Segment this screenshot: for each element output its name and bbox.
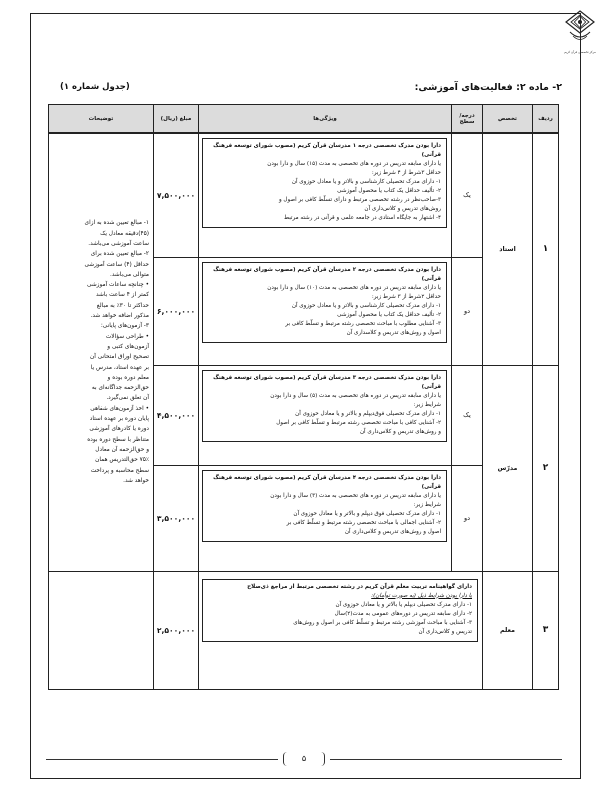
degree-cell: دو	[452, 257, 483, 365]
notes-line: حداقل (۴) ساعت آموزشی	[84, 261, 149, 268]
page-footer	[46, 752, 562, 766]
notes-line: آزمون‌های کتبی و	[107, 343, 149, 350]
logo	[564, 10, 596, 54]
features-box	[202, 138, 447, 228]
features-line: ۱- دارای مدرک تحصیلی کارشناسی و بالاتر و یا معادل حوزوی آن	[291, 302, 441, 309]
header-notes: توضیحات	[49, 105, 154, 134]
section-header	[60, 79, 562, 95]
amount-cell: ۳,۵۰۰,۰۰۰	[154, 465, 199, 571]
features-line: ۱- دارای مدرک تحصیلی کارشناسی و بالاتر و یا معادل حوزوی آن	[291, 179, 441, 185]
notes-line: کمتر از ۴ ساعت باشد	[95, 292, 149, 299]
notes-line: ۲- مبالغ تعیین شده برای	[90, 251, 149, 258]
features-line: یا دارای سابقه تدریس در دوره های تخصصی به مدت (۵) سال و دارا بودن	[270, 392, 441, 399]
features-box	[202, 579, 478, 642]
notes-line: (۴۵)دقیقه معادل یک	[100, 230, 149, 237]
notes-line: ۷۵٪ حق‌التدریس همان	[95, 457, 149, 464]
notes-line: • طراحی سؤالات	[105, 333, 149, 340]
row-number: ۱	[533, 133, 559, 365]
notes-line: پایان دوره بر عهده استاد	[89, 416, 149, 423]
notes-line: معلم دوره بوده و	[107, 374, 149, 381]
table-row	[49, 571, 559, 689]
features-box	[202, 370, 447, 442]
degree-cell: یک	[452, 133, 483, 257]
features-line: ۱- دارای مدرک تحصیلی دیپلم یا بالاتر و یا معادل حوزوی آن	[335, 601, 472, 608]
table-number: (جدول شماره ۱)	[60, 82, 130, 92]
notes-line: و حق‌الزحمه آن معادل	[95, 446, 149, 453]
features-title: دارا بودن مدرک تخصصی درجه ۲ مدرسان قرآن کریم (مصوب شورای توسعه فرهنگ قرآنی)	[213, 266, 441, 282]
degree-cell: یک	[452, 365, 483, 465]
notes-line: تصحیح اوراق امتحانی آن	[89, 354, 149, 361]
header-row-number: ردیف	[533, 105, 559, 134]
specialty-cell: استاد	[483, 133, 533, 365]
notes-line: مذکور اضافه خواهد شد.	[90, 313, 149, 320]
features-line: ۲- تألیف حداقل یک کتاب یا محصول آموزشی	[337, 188, 441, 194]
notes-line: خواهد شد.	[123, 477, 149, 484]
footer-rule-left	[46, 759, 278, 760]
features-cell	[199, 133, 452, 257]
logo-caption: مرکز تخصصی قرآن کریم	[564, 50, 596, 54]
specialty-cell: مدرّس	[483, 365, 533, 571]
features-cell	[199, 571, 483, 689]
notes-line: حداکثر تا ۳۰٪ به مبالغ	[96, 302, 149, 309]
features-line: ۳-صاحب‌نظر در رشته تخصصی مرتبط و دارای تسلّط کافی بر اصول و	[278, 197, 441, 203]
features-line: یا دارای سابقه تدریس در دوره های تخصصی به مدت (۱۰) سال و دارا بودن	[267, 284, 441, 291]
features-line: اصول و روش‌های تدریس و کلاس‌داری آن	[344, 528, 441, 535]
features-box	[202, 470, 447, 542]
header-amount: مبلغ (ریال)	[154, 105, 199, 134]
features-cell	[199, 465, 452, 571]
features-cell	[199, 257, 452, 365]
features-line: روش‌های تدریس و کلاس‌داری آن	[364, 206, 441, 212]
notes-line: • چنانچه ساعات آموزشی	[86, 282, 149, 289]
features-title: دارای گواهینامه تربیت معلم قرآن کریم در رشته تخصصی مرتبط از مراجع ذی‌صلاح	[247, 583, 472, 590]
header-features: ویژگی‌ها	[199, 105, 452, 134]
header-specialty: تخصص	[483, 105, 533, 134]
activities-table	[48, 104, 559, 690]
features-line: ۲- دارای سابقه تدریس در دوره‌های عمومی به مدت(۲)سال	[334, 610, 472, 617]
notes-line: متوالی می‌باشد.	[110, 271, 149, 278]
section-title: ۲- ماده ۲: فعالیت‌های آموزشی:	[414, 81, 562, 93]
features-line: شرایط زیر:	[413, 501, 441, 508]
features-line: ۳- آشنایی با مباحث آموزشی رشته مرتبط و تسلّط کافی بر اصول و روش‌های	[293, 619, 472, 626]
footer-rule-right	[330, 759, 562, 760]
features-line: ۲- آشنایی کافی با مباحث تخصصی رشته مرتبط و تسلّط کافی بر اصول	[276, 419, 441, 426]
row-number: ۳	[533, 571, 559, 689]
features-cell	[199, 365, 452, 465]
amount-cell: ۶,۰۰۰,۰۰۰	[154, 257, 199, 365]
notes-line: • اخذ آزمون‌های شفاهی	[90, 405, 149, 412]
amount-cell: ۴,۵۰۰,۰۰۰	[154, 365, 199, 465]
notes-line: آن تعلق نمی‌گیرد.	[106, 395, 149, 402]
header-degree: درجه/سطح	[452, 105, 483, 134]
features-line: یا دارای سابقه تدریس در دوره های تخصصی به مدت (۱۵) سال و دارا بودن	[267, 161, 441, 167]
features-title: دارا بودن مدرک تخصصی درجه ۱ مدرسان قرآن کریم (مصوب شورای توسعه فرهنگ قرآنی)	[213, 143, 441, 158]
notes-cell	[49, 133, 154, 571]
notes-line: متناظر با سطح دوره بوده	[87, 436, 149, 443]
features-title: دارا بودن مدرک تخصصی درجه ۴ مدرسان قرآن کریم (مصوب شورای توسعه فرهنگ قرآنی)	[213, 474, 441, 490]
features-title: دارا بودن مدرک تخصصی درجه ۳ مدرسان قرآن کریم (مصوب شورای توسعه فرهنگ قرآنی)	[213, 374, 441, 390]
features-line: حداقل ۲شرط از ۳ شرط زیر:	[371, 293, 441, 300]
features-line: حداقل ۳شرط از ۴ شرط زیر:	[371, 170, 441, 176]
table-row	[49, 133, 559, 257]
features-box	[202, 262, 447, 343]
notes-empty-cell	[49, 571, 154, 689]
notes-line: سطح محاسبه و پرداخت	[90, 467, 149, 474]
features-line: ۱- دارای مدرک تحصیلی فوق دیپلم و بالاتر و یا معادل حوزوی آن	[293, 510, 441, 517]
features-line: ۲- آشنایی اجمالی با مباحث تخصصی رشته مرتبط و تسلّط کافی بر	[286, 519, 441, 526]
notes-line: دوره یا کادرهای آموزشی	[89, 426, 149, 433]
features-line: ۱- دارای مدرک تحصیلی فوق‌دیپلم و بالاتر و یا معادل حوزوی آن	[295, 410, 441, 417]
amount-cell: ۷,۵۰۰,۰۰۰	[154, 133, 199, 257]
features-line: شرایط زیر:	[413, 401, 441, 408]
notes-line: حق‌الزحمه جداگانه‌ای به	[91, 385, 149, 392]
degree-cell: دو	[452, 465, 483, 571]
features-line: و روش‌های تدریس و کلاس‌داری آن	[359, 428, 441, 435]
features-line: ۴- اشتهار به جایگاه استادی در جامعه علمی و قرآنی در رشته مرتبط	[283, 215, 441, 221]
features-underline: یا دارا بودن شرایط ذیل (به صورت توأمان):	[371, 592, 472, 599]
features-line: اصول و روش‌های تدریس و کلاسداری آن	[346, 329, 441, 336]
amount-cell: ۲,۵۰۰,۰۰۰	[154, 571, 199, 689]
features-line: تدریس و کلاس‌داری آن	[418, 628, 472, 635]
page-number: ۵	[283, 752, 325, 766]
features-line: یا دارای سابقه تدریس در دوره های تخصصی به مدت (۳) سال و دارا بودن	[270, 492, 441, 499]
notes-line: ۱- مبالغ تعیین شده به ازای	[84, 220, 149, 227]
notes-line: بر عهده استاد، مدرس یا	[90, 364, 149, 371]
notes-line: ۳- آزمون‌های پایانی:	[100, 323, 149, 330]
notes-line: ساعت آموزشی می‌باشد.	[88, 240, 149, 247]
features-line: ۲- تألیف حداقل یک کتاب یا محصول آموزشی	[337, 311, 441, 318]
specialty-cell: معلم	[483, 571, 533, 689]
row-number: ۲	[533, 365, 559, 571]
features-line: ۳- آشنایی مطلوب با مباحث تخصصی رشته مرتبط و تسلّط کافی بر	[285, 320, 441, 327]
table-header-row	[49, 105, 559, 134]
logo-emblem-icon	[564, 10, 596, 46]
